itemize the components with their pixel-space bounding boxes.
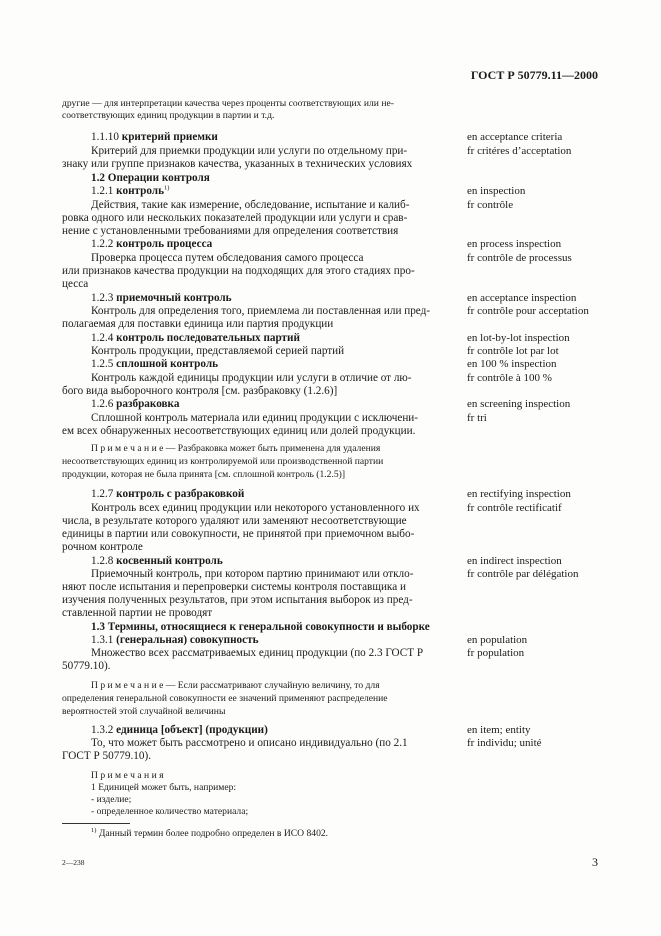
definition-line: единицы в партии или совокупности, не принятой при приемочном выбо- bbox=[62, 528, 415, 540]
definition-line: Проверка процесса путем обследования самого процесса bbox=[91, 252, 364, 264]
term-en: en indirect inspection bbox=[467, 555, 562, 567]
term-name: единица [объект] (продукции) bbox=[116, 724, 268, 736]
definition-line: Сплошной контроль материала или единиц продукции с исключени- bbox=[91, 412, 419, 424]
term-heading-1-2-4 bbox=[91, 332, 300, 345]
footnote-text: Данный термин более подробно определен в ИСО 8402. bbox=[98, 828, 329, 839]
definition-line: или признаков качества продукции на подходящих для этого стадиях про- bbox=[62, 265, 415, 277]
term-en: en acceptance criteria bbox=[467, 131, 563, 143]
term-fr: fr population bbox=[467, 647, 525, 659]
term-heading-1-2-6 bbox=[91, 398, 179, 411]
term-en: en item; entity bbox=[467, 724, 531, 736]
note-line: продукции, которая не была принята [см. сплошной контроль (1.2.5)] bbox=[62, 469, 346, 480]
term-heading-1-2-1 bbox=[91, 185, 169, 198]
term-number: 1.3.1 bbox=[91, 634, 114, 646]
term-number: 1.2.8 bbox=[91, 555, 114, 567]
term-name: (генеральная) совокупность bbox=[116, 634, 259, 646]
section-title-1-2: 1.2 Операции контроля bbox=[91, 172, 210, 184]
term-heading-1-1-10 bbox=[91, 131, 218, 144]
term-number: 1.2.5 bbox=[91, 358, 114, 370]
term-name: контроль с разбраковкой bbox=[116, 488, 245, 500]
term-en: en rectifying inspection bbox=[467, 488, 571, 500]
term-name: приемочный контроль bbox=[116, 292, 232, 304]
term-fr: fr individu; unité bbox=[467, 737, 542, 749]
term-en: en process inspection bbox=[467, 238, 562, 250]
term-en: en acceptance inspection bbox=[467, 292, 577, 304]
intro-line-2: соответствующих единиц продукции в партии и т.д. bbox=[62, 110, 275, 121]
definition-line: ровка одного или нескольких показателей продукции или услуги и срав- bbox=[62, 212, 408, 224]
definition-line: цесса bbox=[62, 278, 89, 290]
definition-line: ставленной партии не проводят bbox=[62, 607, 213, 619]
definition-line: нение с установленными требованиями для определения соответствия bbox=[62, 225, 399, 237]
term-number: 1.2.7 bbox=[91, 488, 114, 500]
page-header-standard: ГОСТ Р 50779.11—2000 bbox=[470, 68, 598, 82]
definition-line: Критерий для приемки продукции или услуги по отдельному при- bbox=[91, 145, 408, 157]
intro-line-1: другие — для интерпретации качества через проценты соответствующих или не- bbox=[62, 98, 394, 109]
definition-line: Множество всех рассматриваемых единиц продукции (по 2.3 ГОСТ Р bbox=[91, 647, 424, 659]
section-title-1-3: 1.3 Термины, относящиеся к генеральной совокупности и выборке bbox=[91, 621, 430, 633]
term-number: 1.2.2 bbox=[91, 238, 114, 250]
note-line: определения генеральной совокупности ее значений применяют распределение bbox=[62, 693, 388, 704]
note-text: Разбраковка может быть применена для удаления bbox=[177, 443, 381, 454]
term-en: en screening inspection bbox=[467, 398, 571, 410]
term-fr: fr contrôle de processus bbox=[467, 252, 572, 264]
note-line: - определенное количество материала; bbox=[91, 806, 249, 817]
note-line bbox=[91, 443, 380, 455]
term-en: en population bbox=[467, 634, 528, 646]
print-code: 2—238 bbox=[62, 858, 85, 867]
term-heading-1-2-2 bbox=[91, 238, 212, 251]
definition-line: ем всех обнаруженных несоответствующих единиц или долей продукции. bbox=[62, 425, 416, 437]
note-line: вероятностей этой случайной величины bbox=[62, 706, 226, 717]
term-number: 1.3.2 bbox=[91, 724, 114, 736]
footnote bbox=[91, 828, 328, 840]
term-fr: fr critéres d’acceptation bbox=[467, 145, 572, 157]
term-number: 1.2.6 bbox=[91, 398, 114, 410]
note-line: 1 Единицей может быть, например: bbox=[91, 782, 237, 793]
term-heading-1-2-8 bbox=[91, 555, 223, 568]
note-line: несоответствующих единиц из контролируемой или производственной партии bbox=[62, 456, 384, 467]
definition-line: числа, в результате которого удаляют или заменяют несоответствующие bbox=[62, 515, 407, 527]
term-number: 1.2.4 bbox=[91, 332, 114, 344]
page-number: 3 bbox=[592, 855, 598, 869]
footnote-rule bbox=[62, 823, 130, 824]
term-fr: fr contrôle bbox=[467, 199, 514, 211]
footnote-mark: 1) bbox=[91, 826, 97, 834]
term-heading-1-2-3 bbox=[91, 292, 232, 305]
term-number: 1.1.10 bbox=[91, 131, 119, 143]
note-label: П р и м е ч а н и е — bbox=[91, 443, 176, 454]
definition-line: Контроль продукции, представляемой серией партий bbox=[91, 345, 345, 357]
term-name: сплошной контроль bbox=[116, 358, 219, 370]
term-heading-1-3-1 bbox=[91, 634, 259, 647]
term-name: разбраковка bbox=[116, 398, 180, 410]
term-heading-1-3-2 bbox=[91, 724, 268, 737]
term-fr: fr tri bbox=[467, 412, 487, 424]
definition-line: изучения полученных результатов, при этом испытания выборок из пред- bbox=[62, 594, 413, 606]
term-name: контроль bbox=[116, 185, 165, 197]
term-fr: fr contrôle rectificatif bbox=[467, 502, 562, 514]
term-heading-1-2-7 bbox=[91, 488, 244, 501]
definition-line: знаку или группе признаков качества, указанных в технических условиях bbox=[62, 158, 413, 170]
note-line bbox=[91, 680, 380, 692]
term-fr: fr contrôle pour acceptation bbox=[467, 305, 589, 317]
term-number: 1.2.1 bbox=[91, 185, 114, 197]
definition-line: полагаемая для поставки единица или партия продукции bbox=[62, 318, 334, 330]
term-number: 1.2.3 bbox=[91, 292, 114, 304]
term-en: en 100 % inspection bbox=[467, 358, 557, 370]
term-en: en lot-by-lot inspection bbox=[467, 332, 570, 344]
definition-line: Контроль всех единиц продукции или некоторого установленного их bbox=[91, 502, 420, 514]
notes-label: П р и м е ч а н и я bbox=[91, 770, 164, 781]
term-fr: fr contrôle lot par lot bbox=[467, 345, 559, 357]
definition-line: бого вида выборочного контроля [см. разбраковку (1.2.6)] bbox=[62, 385, 338, 397]
definition-line: ГОСТ Р 50779.10). bbox=[62, 750, 151, 762]
term-name: контроль процесса bbox=[116, 238, 213, 250]
term-heading-1-2-5 bbox=[91, 358, 218, 371]
note-label: П р и м е ч а н и е — bbox=[91, 680, 176, 691]
definition-line: То, что может быть рассмотрено и описано индивидуально (по 2.1 bbox=[91, 737, 408, 749]
footnote-reference: 1) bbox=[164, 184, 170, 192]
note-line: - изделие; bbox=[91, 794, 132, 805]
definition-line: Действия, такие как измерение, обследование, испытание и калиб- bbox=[91, 199, 410, 211]
definition-line: Контроль для определения того, приемлема ли поставленная или пред- bbox=[91, 305, 431, 317]
definition-line: 50779.10). bbox=[62, 660, 111, 672]
term-name: контроль последовательных партий bbox=[116, 332, 300, 344]
note-text: Если рассматривают случайную величину, то для bbox=[177, 680, 380, 691]
term-name: критерий приемки bbox=[121, 131, 218, 143]
definition-line: няют после испытания и перепроверки системы контроля поставщика и bbox=[62, 581, 406, 593]
term-fr: fr contrôle à 100 % bbox=[467, 372, 552, 384]
definition-line: Приемочный контроль, при котором партию принимают или откло- bbox=[91, 568, 414, 580]
definition-line: Контроль каждой единицы продукции или услуги в отличие от лю- bbox=[91, 372, 412, 384]
term-name: косвенный контроль bbox=[116, 555, 223, 567]
term-en: en inspection bbox=[467, 185, 526, 197]
term-fr: fr contrôle par délégation bbox=[467, 568, 579, 580]
definition-line: рочном контроле bbox=[62, 541, 143, 553]
